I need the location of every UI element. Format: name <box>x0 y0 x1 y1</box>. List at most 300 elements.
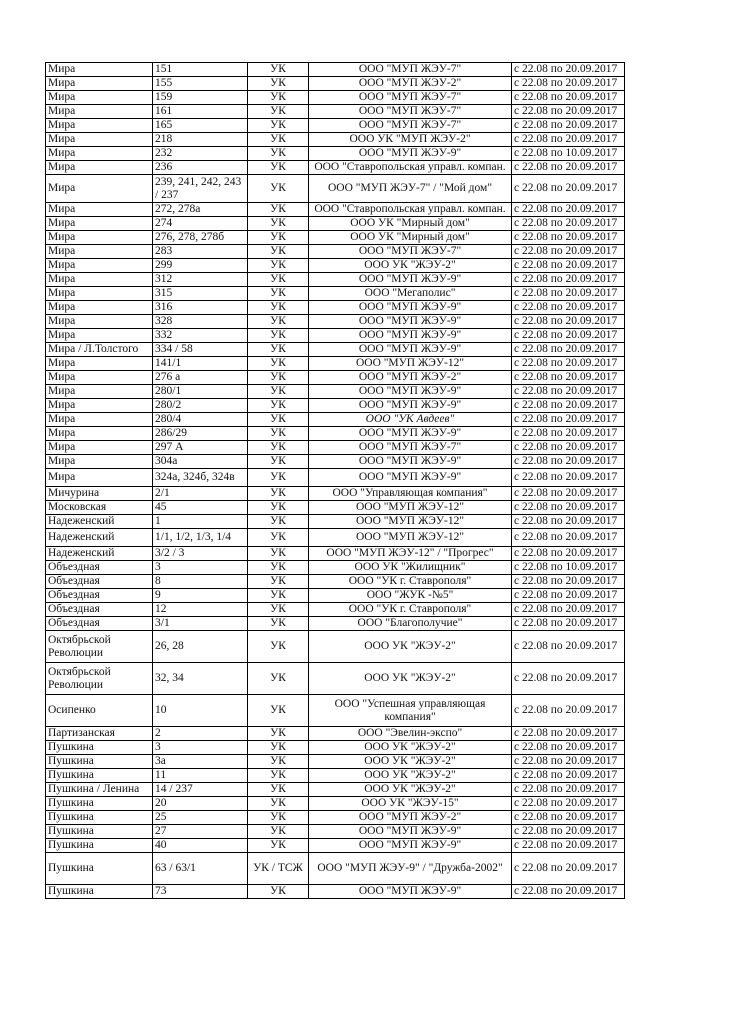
house-number-cell: 151 <box>153 63 248 77</box>
street-cell: Пушкина <box>46 839 153 853</box>
management-type-cell: УК <box>248 203 309 217</box>
street-cell: Надеженский <box>46 547 153 561</box>
table-row <box>46 371 625 385</box>
house-number-cell: 12 <box>153 603 248 617</box>
management-type-cell: УК <box>248 105 309 119</box>
table-row <box>46 91 625 105</box>
management-type-cell: УК <box>248 273 309 287</box>
organization-cell: ООО "МУП ЖЭУ-7" / "Мой дом" <box>309 175 512 203</box>
street-cell: Мира <box>46 413 153 427</box>
street-cell: Мира <box>46 301 153 315</box>
table-row <box>46 105 625 119</box>
organization-cell: ООО "МУП ЖЭУ-9" <box>309 427 512 441</box>
table-row <box>46 217 625 231</box>
management-type-cell: УК <box>248 259 309 273</box>
house-number-cell: 272, 278а <box>153 203 248 217</box>
management-type-cell: УК <box>248 885 309 899</box>
table-row <box>46 385 625 399</box>
street-cell: Мичурина <box>46 487 153 501</box>
period-cell: с 22.08 по 20.09.2017 <box>512 529 625 547</box>
organization-cell: ООО "МУП ЖЭУ-9" <box>309 469 512 487</box>
management-type-cell: УК <box>248 797 309 811</box>
street-cell: Мира <box>46 147 153 161</box>
housing-table <box>45 62 625 899</box>
street-cell: Мира <box>46 105 153 119</box>
period-cell: с 22.08 по 20.09.2017 <box>512 885 625 899</box>
table-row <box>46 853 625 885</box>
period-cell: с 22.08 по 20.09.2017 <box>512 245 625 259</box>
table-row <box>46 755 625 769</box>
house-number-cell: 32, 34 <box>153 663 248 695</box>
period-cell: с 22.08 по 20.09.2017 <box>512 175 625 203</box>
management-type-cell: УК <box>248 427 309 441</box>
management-type-cell: УК <box>248 575 309 589</box>
street-cell: Мира <box>46 203 153 217</box>
period-cell: с 22.08 по 20.09.2017 <box>512 853 625 885</box>
house-number-cell: 334 / 58 <box>153 343 248 357</box>
period-cell: с 22.08 по 10.09.2017 <box>512 147 625 161</box>
organization-cell: ООО "МУП ЖЭУ-9" <box>309 885 512 899</box>
table-row <box>46 77 625 91</box>
table-row <box>46 343 625 357</box>
period-cell: с 22.08 по 20.09.2017 <box>512 343 625 357</box>
house-number-cell: 3/2 / 3 <box>153 547 248 561</box>
house-number-cell: 276, 278, 278б <box>153 231 248 245</box>
table-row <box>46 695 625 727</box>
organization-cell: ООО "МУП ЖЭУ-9" <box>309 273 512 287</box>
street-cell: Октябрьской Революции <box>46 631 153 663</box>
table-row <box>46 487 625 501</box>
period-cell: с 22.08 по 20.09.2017 <box>512 617 625 631</box>
table-row <box>46 515 625 529</box>
house-number-cell: 236 <box>153 161 248 175</box>
house-number-cell: 155 <box>153 77 248 91</box>
table-row <box>46 301 625 315</box>
management-type-cell: УК <box>248 371 309 385</box>
table-row <box>46 839 625 853</box>
table-row <box>46 741 625 755</box>
street-cell: Мира <box>46 245 153 259</box>
street-cell: Мира <box>46 259 153 273</box>
management-type-cell: УК <box>248 133 309 147</box>
management-type-cell: УК <box>248 301 309 315</box>
table-row <box>46 161 625 175</box>
street-cell: Мира <box>46 217 153 231</box>
house-number-cell: 280/4 <box>153 413 248 427</box>
period-cell: с 22.08 по 20.09.2017 <box>512 301 625 315</box>
street-cell: Пушкина <box>46 797 153 811</box>
house-number-cell: 1/1, 1/2, 1/3, 1/4 <box>153 529 248 547</box>
table-row <box>46 547 625 561</box>
street-cell: Осипенко <box>46 695 153 727</box>
management-type-cell: УК <box>248 769 309 783</box>
street-cell: Мира <box>46 231 153 245</box>
period-cell: с 22.08 по 20.09.2017 <box>512 287 625 301</box>
house-number-cell: 239, 241, 242, 243 / 237 <box>153 175 248 203</box>
period-cell: с 22.08 по 20.09.2017 <box>512 825 625 839</box>
management-type-cell: УК <box>248 413 309 427</box>
house-number-cell: 324а, 324б, 324в <box>153 469 248 487</box>
table-row <box>46 329 625 343</box>
period-cell: с 22.08 по 20.09.2017 <box>512 105 625 119</box>
table-row <box>46 603 625 617</box>
period-cell: с 22.08 по 20.09.2017 <box>512 161 625 175</box>
table-row <box>46 273 625 287</box>
house-number-cell: 304а <box>153 455 248 469</box>
organization-cell: ООО "Успешная управляющая компания" <box>309 695 512 727</box>
table-row <box>46 631 625 663</box>
period-cell: с 22.08 по 20.09.2017 <box>512 589 625 603</box>
management-type-cell: УК <box>248 357 309 371</box>
organization-cell: ООО "МУП ЖЭУ-9" <box>309 455 512 469</box>
street-cell: Пушкина <box>46 741 153 755</box>
house-number-cell: 10 <box>153 695 248 727</box>
street-cell: Пушкина <box>46 769 153 783</box>
management-type-cell: УК <box>248 91 309 105</box>
street-cell: Мира <box>46 357 153 371</box>
table-row <box>46 663 625 695</box>
management-type-cell: УК <box>248 399 309 413</box>
table-row <box>46 561 625 575</box>
period-cell: с 22.08 по 20.09.2017 <box>512 547 625 561</box>
period-cell: с 22.08 по 20.09.2017 <box>512 501 625 515</box>
street-cell: Мира <box>46 399 153 413</box>
management-type-cell: УК <box>248 161 309 175</box>
organization-cell: ООО УК "Мирный дом" <box>309 217 512 231</box>
organization-cell: ООО "Ставропольская управл. компан. <box>309 203 512 217</box>
street-cell: Мира <box>46 315 153 329</box>
period-cell: с 22.08 по 20.09.2017 <box>512 811 625 825</box>
management-type-cell: УК <box>248 385 309 399</box>
table-row <box>46 427 625 441</box>
organization-cell: ООО "МУП ЖЭУ-12" / "Прогрес" <box>309 547 512 561</box>
period-cell: с 22.08 по 20.09.2017 <box>512 203 625 217</box>
street-cell: Московская <box>46 501 153 515</box>
management-type-cell: УК <box>248 63 309 77</box>
street-cell: Мира / Л.Толстого <box>46 343 153 357</box>
house-number-cell: 14 / 237 <box>153 783 248 797</box>
house-number-cell: 63 / 63/1 <box>153 853 248 885</box>
street-cell: Объездная <box>46 575 153 589</box>
table-row <box>46 811 625 825</box>
street-cell: Пушкина <box>46 811 153 825</box>
organization-cell: ООО "МУП ЖЭУ-9" <box>309 147 512 161</box>
house-number-cell: 141/1 <box>153 357 248 371</box>
period-cell: с 22.08 по 20.09.2017 <box>512 727 625 741</box>
street-cell: Пушкина / Ленина <box>46 783 153 797</box>
table-row <box>46 797 625 811</box>
organization-cell: ООО "УК г. Ставрополя" <box>309 603 512 617</box>
house-number-cell: 73 <box>153 885 248 899</box>
street-cell: Октябрьской Революции <box>46 663 153 695</box>
table-row <box>46 399 625 413</box>
house-number-cell: 232 <box>153 147 248 161</box>
street-cell: Мира <box>46 63 153 77</box>
house-number-cell: 2 <box>153 727 248 741</box>
organization-cell: ООО УК "ЖЭУ-2" <box>309 783 512 797</box>
organization-cell: ООО "МУП ЖЭУ-2" <box>309 811 512 825</box>
table-row <box>46 231 625 245</box>
management-type-cell: УК / ТСЖ <box>248 853 309 885</box>
table-row <box>46 469 625 487</box>
table-row <box>46 245 625 259</box>
management-type-cell: УК <box>248 617 309 631</box>
table-row <box>46 133 625 147</box>
street-cell: Мира <box>46 329 153 343</box>
table-row <box>46 413 625 427</box>
period-cell: с 22.08 по 20.09.2017 <box>512 741 625 755</box>
period-cell: с 22.08 по 20.09.2017 <box>512 91 625 105</box>
organization-cell: ООО "МУП ЖЭУ-7" <box>309 441 512 455</box>
table-row <box>46 315 625 329</box>
house-number-cell: 159 <box>153 91 248 105</box>
management-type-cell: УК <box>248 547 309 561</box>
period-cell: с 22.08 по 20.09.2017 <box>512 63 625 77</box>
management-type-cell: УК <box>248 839 309 853</box>
management-type-cell: УК <box>248 825 309 839</box>
period-cell: с 22.08 по 20.09.2017 <box>512 329 625 343</box>
house-number-cell: 27 <box>153 825 248 839</box>
organization-cell: ООО "МУП ЖЭУ-7" <box>309 105 512 119</box>
house-number-cell: 165 <box>153 119 248 133</box>
period-cell: с 22.08 по 10.09.2017 <box>512 561 625 575</box>
organization-cell: ООО "МУП ЖЭУ-7" <box>309 91 512 105</box>
table-row <box>46 783 625 797</box>
management-type-cell: УК <box>248 287 309 301</box>
management-type-cell: УК <box>248 217 309 231</box>
table-row <box>46 175 625 203</box>
management-type-cell: УК <box>248 589 309 603</box>
management-type-cell: УК <box>248 231 309 245</box>
organization-cell: ООО "МУП ЖЭУ-9" <box>309 385 512 399</box>
organization-cell: ООО "МУП ЖЭУ-9" <box>309 329 512 343</box>
street-cell: Мира <box>46 77 153 91</box>
management-type-cell: УК <box>248 631 309 663</box>
organization-cell: ООО "УК г. Ставрополя" <box>309 575 512 589</box>
street-cell: Мира <box>46 161 153 175</box>
period-cell: с 22.08 по 20.09.2017 <box>512 133 625 147</box>
street-cell: Надеженский <box>46 529 153 547</box>
management-type-cell: УК <box>248 245 309 259</box>
street-cell: Мира <box>46 287 153 301</box>
period-cell: с 22.08 по 20.09.2017 <box>512 603 625 617</box>
street-cell: Мира <box>46 455 153 469</box>
house-number-cell: 276 а <box>153 371 248 385</box>
management-type-cell: УК <box>248 741 309 755</box>
organization-cell: ООО "МУП ЖЭУ-2" <box>309 77 512 91</box>
organization-cell: ООО "МУП ЖЭУ-12" <box>309 501 512 515</box>
management-type-cell: УК <box>248 755 309 769</box>
management-type-cell: УК <box>248 455 309 469</box>
period-cell: с 22.08 по 20.09.2017 <box>512 663 625 695</box>
house-number-cell: 26, 28 <box>153 631 248 663</box>
table-row <box>46 769 625 783</box>
organization-cell: ООО УК "ЖЭУ-2" <box>309 741 512 755</box>
house-number-cell: 20 <box>153 797 248 811</box>
street-cell: Мира <box>46 133 153 147</box>
organization-cell: ООО "ЖУК -№5" <box>309 589 512 603</box>
street-cell: Объездная <box>46 561 153 575</box>
period-cell: с 22.08 по 20.09.2017 <box>512 469 625 487</box>
table-row <box>46 589 625 603</box>
management-type-cell: УК <box>248 119 309 133</box>
organization-cell: ООО "МУП ЖЭУ-9" <box>309 301 512 315</box>
street-cell: Объездная <box>46 589 153 603</box>
period-cell: с 22.08 по 20.09.2017 <box>512 259 625 273</box>
table-row <box>46 825 625 839</box>
period-cell: с 22.08 по 20.09.2017 <box>512 315 625 329</box>
house-number-cell: 299 <box>153 259 248 273</box>
period-cell: с 22.08 по 20.09.2017 <box>512 575 625 589</box>
street-cell: Мира <box>46 119 153 133</box>
management-type-cell: УК <box>248 783 309 797</box>
organization-cell: ООО "МУП ЖЭУ-7" <box>309 245 512 259</box>
period-cell: с 22.08 по 20.09.2017 <box>512 427 625 441</box>
management-type-cell: УК <box>248 811 309 825</box>
organization-cell: ООО УК "Жилищник" <box>309 561 512 575</box>
house-number-cell: 3а <box>153 755 248 769</box>
organization-cell: ООО "МУП ЖЭУ-9" <box>309 315 512 329</box>
organization-cell: ООО "МУП ЖЭУ-7" <box>309 119 512 133</box>
management-type-cell: УК <box>248 501 309 515</box>
street-cell: Пушкина <box>46 755 153 769</box>
house-number-cell: 1 <box>153 515 248 529</box>
period-cell: с 22.08 по 20.09.2017 <box>512 755 625 769</box>
house-number-cell: 3/1 <box>153 617 248 631</box>
period-cell: с 22.08 по 20.09.2017 <box>512 631 625 663</box>
street-cell: Мира <box>46 441 153 455</box>
house-number-cell: 328 <box>153 315 248 329</box>
table-row <box>46 147 625 161</box>
street-cell: Партизанская <box>46 727 153 741</box>
organization-cell: ООО "МУП ЖЭУ-12" <box>309 357 512 371</box>
organization-cell: ООО "МУП ЖЭУ-9" <box>309 343 512 357</box>
period-cell: с 22.08 по 20.09.2017 <box>512 217 625 231</box>
house-number-cell: 2/1 <box>153 487 248 501</box>
management-type-cell: УК <box>248 175 309 203</box>
house-number-cell: 3 <box>153 561 248 575</box>
organization-cell: ООО УК "ЖЭУ-2" <box>309 663 512 695</box>
organization-cell: ООО "МУП ЖЭУ-9" <box>309 825 512 839</box>
street-cell: Мира <box>46 385 153 399</box>
street-cell: Мира <box>46 427 153 441</box>
period-cell: с 22.08 по 20.09.2017 <box>512 413 625 427</box>
house-number-cell: 161 <box>153 105 248 119</box>
street-cell: Надеженский <box>46 515 153 529</box>
house-number-cell: 40 <box>153 839 248 853</box>
organization-cell: ООО УК "ЖЭУ-2" <box>309 631 512 663</box>
organization-cell: ООО УК "ЖЭУ-15" <box>309 797 512 811</box>
period-cell: с 22.08 по 20.09.2017 <box>512 371 625 385</box>
house-number-cell: 286/29 <box>153 427 248 441</box>
period-cell: с 22.08 по 20.09.2017 <box>512 695 625 727</box>
period-cell: с 22.08 по 20.09.2017 <box>512 231 625 245</box>
table-row <box>46 617 625 631</box>
management-type-cell: УК <box>248 487 309 501</box>
organization-cell: ООО "МУП ЖЭУ-7" <box>309 63 512 77</box>
management-type-cell: УК <box>248 77 309 91</box>
management-type-cell: УК <box>248 603 309 617</box>
table-row <box>46 575 625 589</box>
house-number-cell: 9 <box>153 589 248 603</box>
organization-cell: ООО "МУП ЖЭУ-9" <box>309 839 512 853</box>
street-cell: Пушкина <box>46 825 153 839</box>
street-cell: Мира <box>46 273 153 287</box>
table-row <box>46 63 625 77</box>
house-number-cell: 332 <box>153 329 248 343</box>
management-type-cell: УК <box>248 695 309 727</box>
period-cell: с 22.08 по 20.09.2017 <box>512 797 625 811</box>
period-cell: с 22.08 по 20.09.2017 <box>512 455 625 469</box>
period-cell: с 22.08 по 20.09.2017 <box>512 77 625 91</box>
management-type-cell: УК <box>248 147 309 161</box>
table-row <box>46 259 625 273</box>
organization-cell: ООО УК "ЖЭУ-2" <box>309 769 512 783</box>
management-type-cell: УК <box>248 515 309 529</box>
organization-cell: ООО "Мегаполис" <box>309 287 512 301</box>
table-row <box>46 727 625 741</box>
management-type-cell: УК <box>248 663 309 695</box>
house-number-cell: 315 <box>153 287 248 301</box>
house-number-cell: 316 <box>153 301 248 315</box>
house-number-cell: 274 <box>153 217 248 231</box>
management-type-cell: УК <box>248 329 309 343</box>
organization-cell: ООО "МУП ЖЭУ-12" <box>309 515 512 529</box>
table-row <box>46 501 625 515</box>
house-number-cell: 25 <box>153 811 248 825</box>
street-cell: Мира <box>46 371 153 385</box>
organization-cell: ООО "МУП ЖЭУ-9" <box>309 399 512 413</box>
street-cell: Мира <box>46 469 153 487</box>
house-number-cell: 218 <box>153 133 248 147</box>
organization-cell: ООО "МУП ЖЭУ-12" <box>309 529 512 547</box>
street-cell: Объездная <box>46 617 153 631</box>
organization-cell: ООО УК "ЖЭУ-2" <box>309 259 512 273</box>
table-row <box>46 455 625 469</box>
period-cell: с 22.08 по 20.09.2017 <box>512 399 625 413</box>
house-number-cell: 297 А <box>153 441 248 455</box>
organization-cell: ООО УК "ЖЭУ-2" <box>309 755 512 769</box>
organization-cell: ООО "Ставропольская управл. компан. <box>309 161 512 175</box>
table-body <box>46 63 625 899</box>
house-number-cell: 8 <box>153 575 248 589</box>
house-number-cell: 280/2 <box>153 399 248 413</box>
management-type-cell: УК <box>248 343 309 357</box>
management-type-cell: УК <box>248 727 309 741</box>
organization-cell: ООО "Управляющая компания" <box>309 487 512 501</box>
house-number-cell: 45 <box>153 501 248 515</box>
period-cell: с 22.08 по 20.09.2017 <box>512 385 625 399</box>
management-type-cell: УК <box>248 561 309 575</box>
period-cell: с 22.08 по 20.09.2017 <box>512 441 625 455</box>
table-row <box>46 357 625 371</box>
table-row <box>46 203 625 217</box>
organization-cell: ООО УК "МУП ЖЭУ-2" <box>309 133 512 147</box>
period-cell: с 22.08 по 20.09.2017 <box>512 357 625 371</box>
management-type-cell: УК <box>248 441 309 455</box>
house-number-cell: 283 <box>153 245 248 259</box>
period-cell: с 22.08 по 20.09.2017 <box>512 273 625 287</box>
table-row <box>46 287 625 301</box>
organization-cell: ООО "МУП ЖЭУ-9" / "Дружба-2002" <box>309 853 512 885</box>
house-number-cell: 11 <box>153 769 248 783</box>
management-type-cell: УК <box>248 529 309 547</box>
organization-cell: ООО "Эвелин-экспо" <box>309 727 512 741</box>
table-row <box>46 885 625 899</box>
organization-cell: ООО УК "Мирный дом" <box>309 231 512 245</box>
house-number-cell: 280/1 <box>153 385 248 399</box>
period-cell: с 22.08 по 20.09.2017 <box>512 487 625 501</box>
